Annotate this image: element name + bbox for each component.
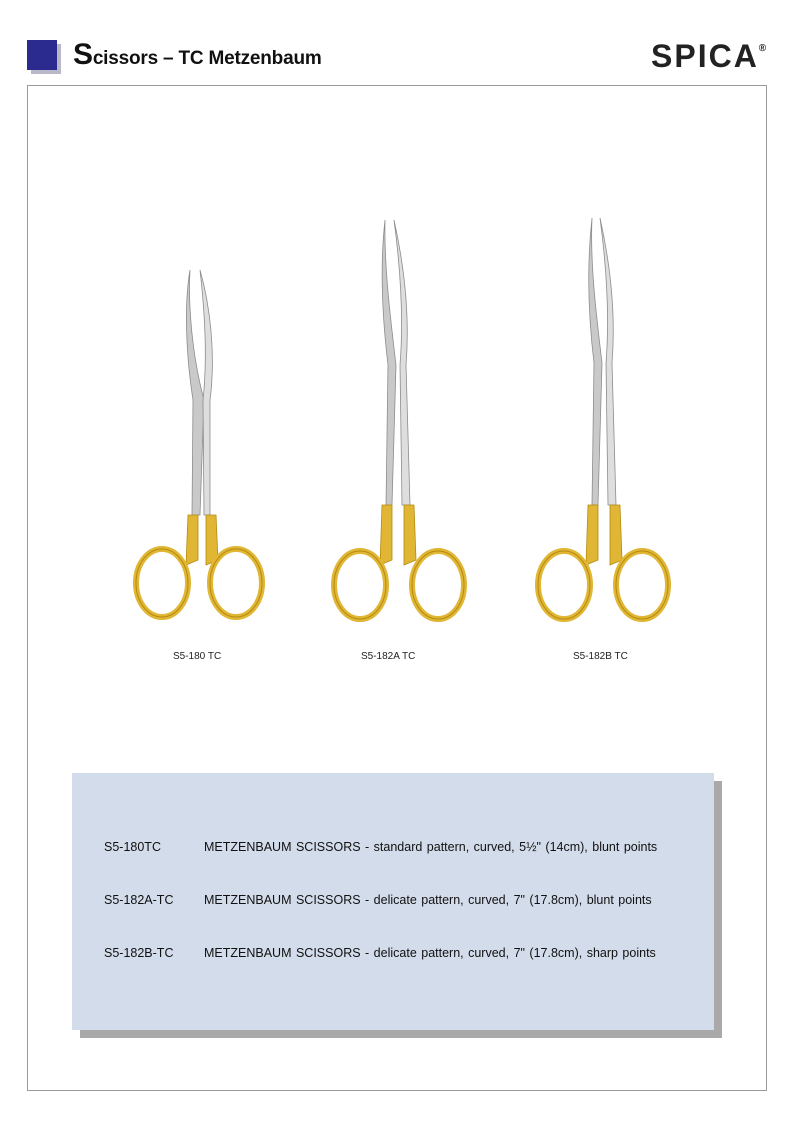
product-caption-3: S5-182B TC: [573, 651, 628, 662]
title-rest: cissors – TC Metzenbaum: [92, 48, 322, 69]
page-title: [73, 38, 322, 72]
product-caption-2: S5-182A TC: [361, 651, 416, 662]
spec-row: [104, 946, 656, 960]
logo-text: SPICA: [651, 38, 759, 74]
spec-description: METZENBAUM SCISSORS - delicate pattern, curved, 7" (17.8cm), blunt points: [204, 893, 652, 907]
scissors-image-3: [532, 213, 672, 627]
spec-code: S5-182A-TC: [104, 893, 174, 907]
scissors-image-2: [330, 215, 470, 627]
spec-description: METZENBAUM SCISSORS - standard pattern, curved, 5½" (14cm), blunt points: [204, 840, 658, 854]
spec-row: [104, 840, 657, 854]
title-accent-square: [27, 40, 57, 70]
spec-description: METZENBAUM SCISSORS - delicate pattern, curved, 7" (17.8cm), sharp points: [204, 946, 656, 960]
spec-panel: [72, 773, 714, 1030]
spec-row: [104, 893, 652, 907]
spica-logo: [651, 38, 766, 75]
logo-registered-mark: ®: [758, 43, 767, 55]
spec-code: S5-180TC: [104, 840, 161, 854]
scissors-image-1: [130, 265, 270, 625]
spec-code: S5-182B-TC: [104, 946, 174, 960]
title-initial: S: [73, 38, 93, 71]
product-caption-1: S5-180 TC: [173, 651, 222, 662]
